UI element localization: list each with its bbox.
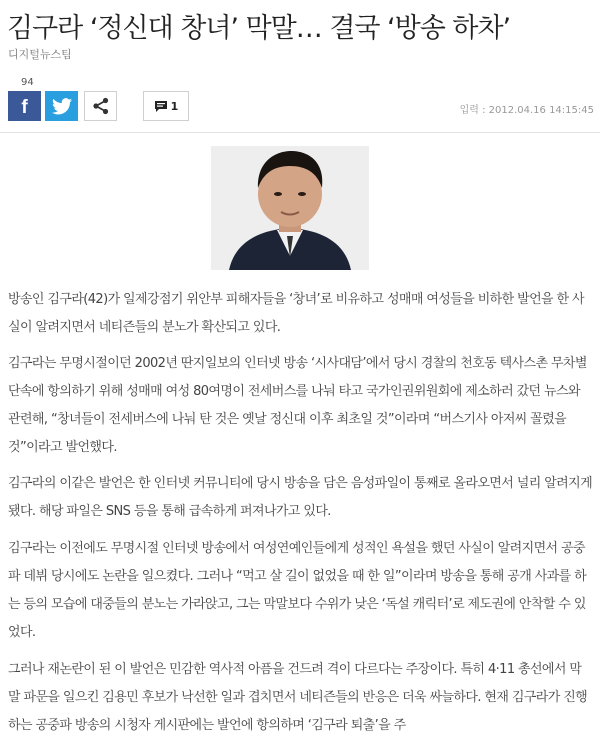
- article-paragraph: 김구라의 이같은 발언은 한 인터넷 커뮤니티에 당시 방송을 담은 음성파일이 통째로 올라오면서 널리 알려지게 됐다. 해당 파일은 SNS 등을 통해 급속하게 퍼져나가고 있다.: [8, 476, 593, 519]
- twitter-share-button[interactable]: [45, 91, 78, 121]
- comment-button[interactable]: [143, 91, 189, 121]
- person-photo: [211, 146, 369, 270]
- comment-icon: [154, 100, 168, 113]
- share-button[interactable]: [84, 91, 117, 121]
- article-paragraph: 김구라는 무명시절이던 2002년 딴지일보의 인터넷 방송 ‘시사대담’에서 당시 경찰의 천호동 텍사스촌 무차별 단속에 항의하기 위해 성매매 여성 80여명이 전세버스를 나눠 타고 국가인권위원회에 제소하러 갔던 뉴스와 관련해, “창녀들이 전세버스에 나눠 탄 것은 옛날 정신대 이후 최초일 것”이라며 “버스기사 아저씨 꼴렸을 것”이라고 발언했다.: [8, 356, 587, 455]
- article-paragraph: 방송인 김구라(42)가 일제강점기 위안부 피해자들을 ‘창녀’로 비유하고 성매매 여성들을 비하한 발언을 한 사실이 알려지면서 네티즌들의 분노가 확산되고 있다.: [8, 292, 584, 335]
- article-paragraph: 김구라는 이전에도 무명시절 인터넷 방송에서 여성연예인들에게 성적인 욕설을 했던 사실이 알려지면서 공중파 데뷔 당시에도 논란을 일으켰다. 그러나 “먹고 살 길이 없었을 때 한 일”이라며 방송을 통해 공개 사과를 하는 등의 모습에 대중들의 분노는 가라앉고, 그는 막말보다 수위가 낮은 ‘독설 캐릭터’로 제도권에 안착할 수 있었다.: [8, 541, 587, 640]
- publish-date: 입력 : 2012.04.16 14:15:45: [459, 105, 594, 116]
- facebook-share-button[interactable]: [8, 91, 41, 121]
- twitter-icon: [52, 98, 72, 115]
- article-source[interactable]: 디지털뉴스팀: [8, 48, 72, 61]
- share-icon: [92, 97, 110, 115]
- divider: [0, 132, 600, 133]
- comment-count: 1: [170, 99, 179, 113]
- article-title: 김구라 ‘정신대 창녀’ 막말… 결국 ‘방송 하차’: [7, 13, 511, 44]
- article-paragraph: 그러나 재논란이 된 이 발언은 민감한 역사적 아픔을 건드려 격이 다르다는 주장이다. 특히 4·11 총선에서 막말 파문을 일으킨 김용민 후보가 낙선한 일과 겹치면서 네티즌들의 반응은 더욱 싸늘하다. 현재 김구라가 진행하는 공중파 방송의 시청자 게시판에는 발언에 항의하며 ‘김구라 퇴출’을 주: [8, 662, 588, 733]
- facebook-icon: f: [21, 97, 28, 118]
- share-count: 94: [21, 77, 34, 88]
- article-photo: [211, 146, 369, 270]
